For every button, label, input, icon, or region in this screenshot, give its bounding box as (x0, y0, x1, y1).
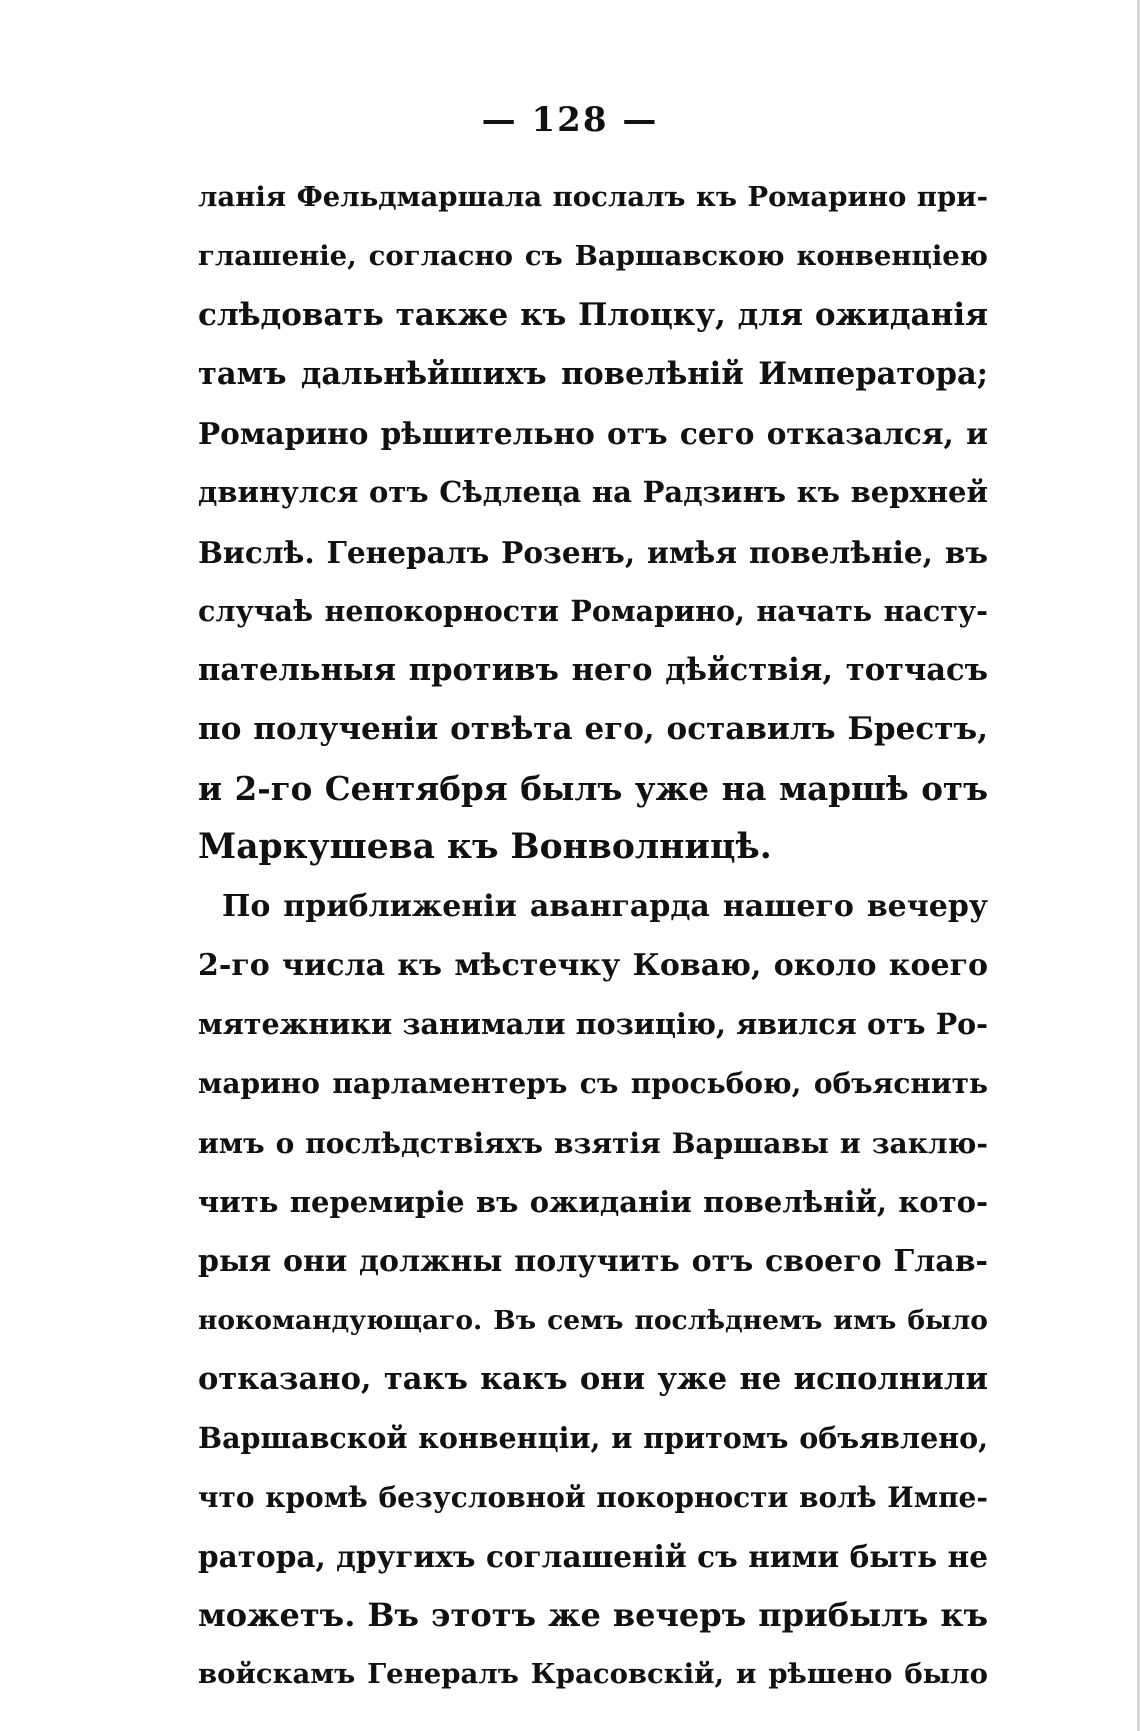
text-line: рыя они должны получить отъ своего Глав- (198, 1243, 988, 1279)
text-line: марино парламентеръ съ просьбою, объяснить (198, 1067, 988, 1101)
text-line: глашеніе, согласно съ Варшавскою конвенціею (198, 240, 988, 273)
text-line: по полученіи отвѣта его, оставилъ Брестъ, (198, 710, 988, 747)
page-number: — 128 — (481, 100, 659, 140)
text-line: 2-го числа къ мѣстечку Коваю, около коего (198, 948, 988, 984)
text-line: тамъ дальнѣйшихъ повелѣній Императора; (198, 356, 988, 393)
text-line: нокомандующаго. Въ семъ послѣднемъ имъ было (198, 1304, 988, 1336)
text-line: Ромарино рѣшительно отъ сего отказался, и (198, 416, 988, 452)
text-line: двинулся отъ Сѣдлеца на Радзинъ къ верхней (198, 475, 988, 510)
text-line: и 2-го Сентября былъ уже на маршѣ отъ (198, 768, 988, 808)
text-line: имъ о послѣдствіяхъ взятія Варшавы и заклю- (198, 1126, 988, 1160)
text-line: ратора, другихъ соглашеній съ ними быть не (198, 1539, 988, 1575)
text-line-paragraph-start: По приближеніи авангарда нашего вечеру (222, 889, 988, 925)
text-line: отказано, такъ какъ они уже не исполнили (198, 1360, 988, 1397)
text-line: Вислѣ. Генералъ Розенъ, имѣя повелѣніе, въ (198, 534, 988, 570)
text-line-paragraph-end: Маркушева къ Вонволницѣ. (198, 827, 772, 868)
text-line: чить перемиріе въ ожиданіи повелѣній, кото- (198, 1184, 988, 1219)
text-line: мятежники занимали позицію, явился отъ Ро- (198, 1007, 988, 1042)
text-line: что кромѣ безусловной покорности волѣ Импе- (198, 1481, 988, 1515)
text-line: ланія Фельдмаршала послалъ къ Ромарино при- (198, 181, 988, 213)
text-line: войскамъ Генералъ Красовскій, и рѣшено было (198, 1658, 988, 1691)
text-line: пательныя противъ него дѣйствія, тотчасъ (198, 651, 988, 688)
text-line: можетъ. Въ этотъ же вечеръ прибылъ къ (198, 1596, 988, 1635)
body-text (198, 168, 988, 1704)
text-line: слѣдовать также къ Плоцку, для ожиданія (198, 297, 988, 334)
text-line: Варшавской конвенціи, и притомъ объявлено, (198, 1420, 988, 1455)
text-line: случаѣ непокорности Ромарино, начать насту- (198, 593, 988, 628)
